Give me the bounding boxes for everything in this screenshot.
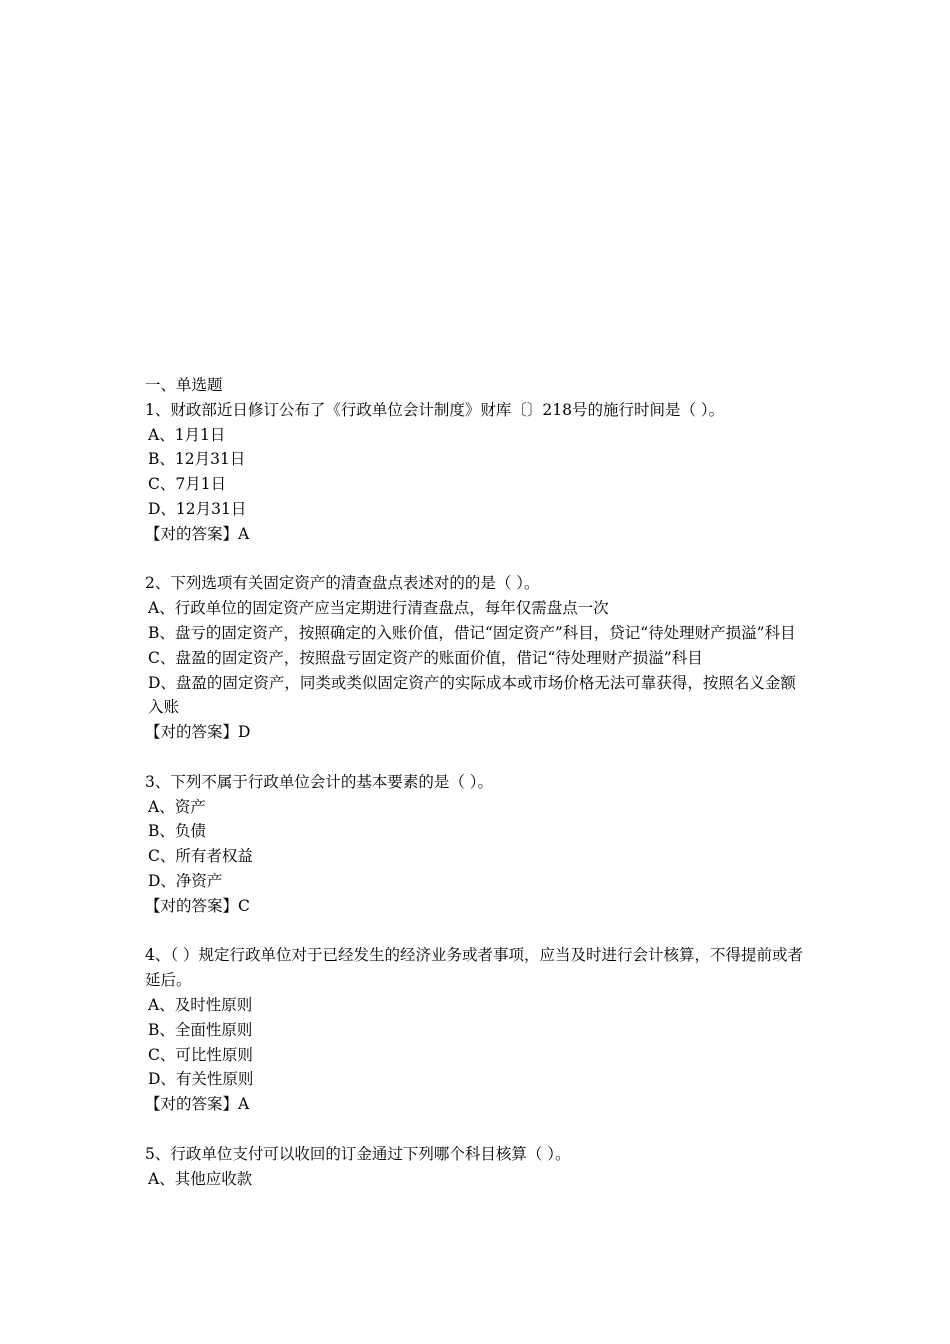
option-b: B、12月31日 xyxy=(148,450,246,469)
document-body xyxy=(145,373,810,1191)
question-stem: 4、（ ）规定行政单位对于已经发生的经济业务或者事项，应当及时进行会计核算，不得提前或者延后。 xyxy=(145,946,804,990)
option-a: A、行政单位的固定资产应当定期进行清查盘点，每年仅需盘点一次 xyxy=(148,599,609,618)
section-title: 一、单选题 xyxy=(145,376,223,394)
question-stem: 2、下列选项有关固定资产的清查盘点表述对的的是（ ）。 xyxy=(145,574,540,593)
question-stem: 5、行政单位支付可以收回的订金通过下列哪个科目核算（ ）。 xyxy=(145,1144,571,1163)
question-stem: 1、财政部近日修订公布了《行政单位会计制度》财库〔〕218号的施行时间是（ ）。 xyxy=(145,400,725,419)
option-d: D、12月31日 xyxy=(148,499,247,518)
option-c: C、所有者权益 xyxy=(148,847,253,866)
option-d: D、盘盈的固定资产，同类或类似固定资产的实际成本或市场价格无法可靠获得，按照名义金额入账 xyxy=(148,673,796,717)
option-d: D、有关性原则 xyxy=(148,1070,254,1089)
option-d: D、净资产 xyxy=(148,871,223,890)
paragraph-gap xyxy=(145,547,810,572)
answer-line: 【对的答案】A xyxy=(145,524,250,543)
option-a: A、资产 xyxy=(148,797,206,816)
answer-line: 【对的答案】C xyxy=(145,896,250,915)
answer-line: 【对的答案】A xyxy=(145,1095,250,1114)
question-3 xyxy=(145,770,810,919)
option-b: B、盘亏的固定资产，按照确定的入账价值，借记“固定资产”科目，贷记“待处理财产损溢”科目 xyxy=(148,623,796,642)
question-2 xyxy=(145,571,810,745)
option-b: B、全面性原则 xyxy=(148,1020,253,1039)
option-c: C、7月1日 xyxy=(148,475,227,494)
answer-line: 【对的答案】D xyxy=(145,723,251,742)
option-a: A、1月1日 xyxy=(148,425,226,444)
paragraph-gap xyxy=(145,745,810,770)
paragraph-gap xyxy=(145,1117,810,1142)
question-5 xyxy=(145,1142,810,1192)
option-a: A、其他应收款 xyxy=(148,1169,253,1188)
option-c: C、盘盈的固定资产，按照盘亏固定资产的账面价值，借记“待处理财产损溢”科目 xyxy=(148,648,703,667)
option-c: C、可比性原则 xyxy=(148,1045,253,1064)
question-1 xyxy=(145,398,810,547)
question-stem: 3、下列不属于行政单位会计的基本要素的是（ ）。 xyxy=(145,772,494,791)
option-a: A、及时性原则 xyxy=(148,995,253,1014)
option-b: B、负债 xyxy=(148,822,206,841)
question-4 xyxy=(145,943,810,1117)
paragraph-gap xyxy=(145,919,810,944)
